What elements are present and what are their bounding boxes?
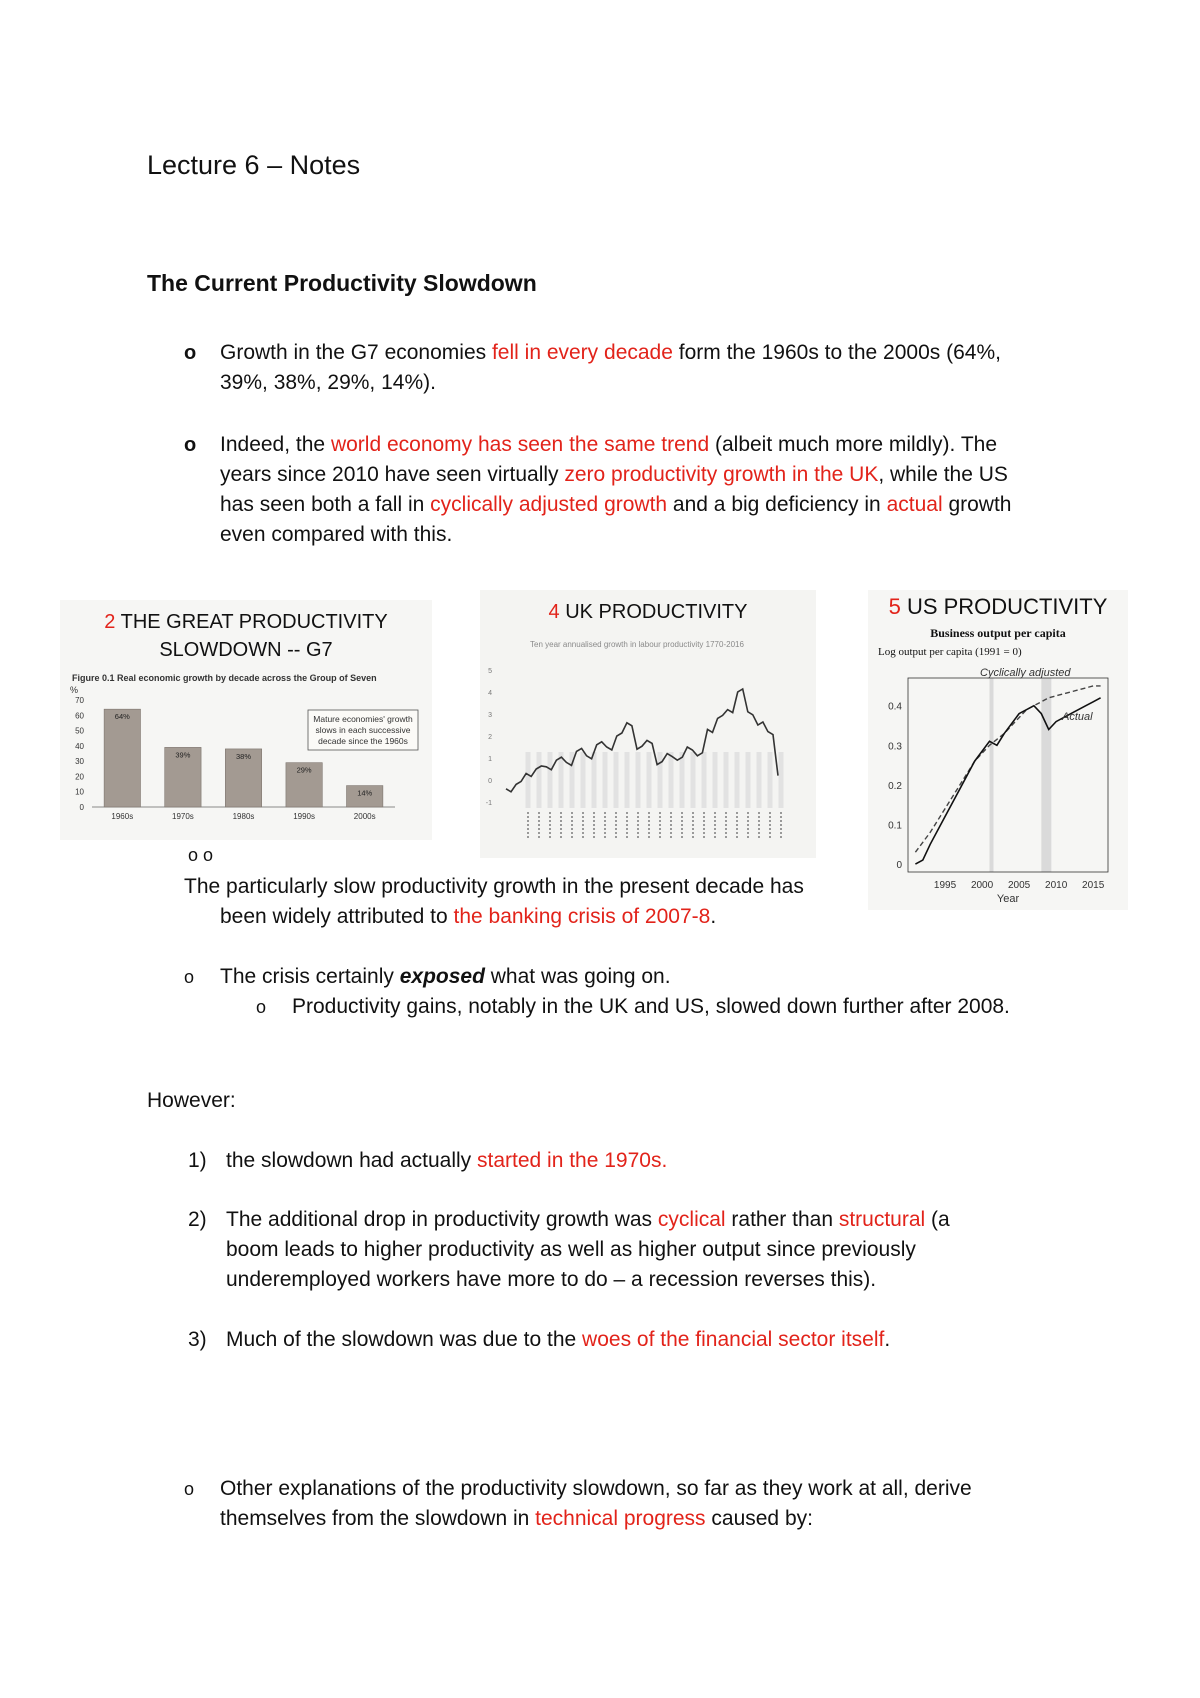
us-series-label-actual: Actual	[1062, 711, 1093, 723]
us-recession-band	[989, 678, 993, 872]
us-x-tick-label: 2010	[1045, 880, 1068, 891]
g7-unit-label: %	[70, 685, 79, 695]
list-item-1: the slowdown had actually started in the 1970s.	[226, 1149, 668, 1172]
us-y-tick-label: 0.4	[888, 701, 902, 713]
us-plot-frame	[908, 678, 1108, 872]
bullet-marker: o	[184, 342, 197, 364]
figure-g7-label: Figure 0.1 Real economic growth by decade across the Group of Seven	[72, 673, 377, 683]
figure-g7	[60, 600, 432, 840]
list-number: 2)	[188, 1208, 207, 1231]
g7-data-label: 39%	[175, 750, 191, 760]
g7-x-tick-label: 1960s	[111, 812, 134, 821]
figure-us-axis-label: Log output per capita (1991 = 0)	[878, 646, 1022, 658]
list-item-2-line-2: boom leads to higher productivity as well as higher output since previously	[226, 1238, 916, 1261]
g7-note-line-1: Mature economies' growth	[313, 714, 413, 724]
paragraph-line-2: been widely attributed to the banking crisis of 2007-8.	[220, 905, 717, 928]
uk-y-tick-label: 4	[488, 690, 492, 697]
g7-bar-chart	[60, 682, 432, 840]
bullet-3-sub-line: Productivity gains, notably in the UK and US, slowed down further after 2008.	[292, 995, 1010, 1018]
us-x-tick-label: 1995	[933, 880, 957, 891]
uk-y-tick-label: 3	[488, 712, 492, 719]
uk-y-tick-label: -1	[485, 800, 492, 807]
g7-y-tick-label: 70	[75, 696, 84, 705]
g7-x-tick-label: 2000s	[353, 812, 376, 821]
uk-y-tick-label: 0	[488, 778, 492, 785]
list-number: 1)	[188, 1149, 207, 1172]
bullet-1-line-2: 39%, 38%, 29%, 14%).	[220, 371, 436, 394]
bullet-4-line-2: themselves from the slowdown in technical progress caused by:	[220, 1507, 813, 1530]
us-x-tick-label: 2005	[1007, 880, 1031, 891]
figure-uk-subtitle: Ten year annualised growth in labour productivity 1770-2016	[530, 640, 744, 649]
bullet-marker: o	[184, 434, 197, 456]
bullet-1-line-1: Growth in the G7 economies fell in every decade form the 1960s to the 2000s (64%,	[220, 341, 1001, 364]
g7-x-tick-label: 1970s	[172, 812, 194, 821]
section-heading: The Current Productivity Slowdown	[147, 270, 537, 296]
g7-y-tick-label: 40	[75, 741, 84, 751]
figure-g7-caption-line-1: 2 THE GREAT PRODUCTIVITY	[104, 611, 388, 633]
uk-y-tick-label: 2	[488, 734, 492, 741]
us-series-label-adjusted: Cyclically adjusted	[980, 667, 1071, 679]
bullet-2-line-2: years since 2010 have seen virtually zero productivity growth in the UK, while the US	[220, 463, 1008, 486]
uk-line-chart	[480, 652, 816, 858]
bullet-3-line: The crisis certainly exposed what was going on.	[220, 965, 671, 988]
g7-y-tick-label: 60	[75, 711, 84, 721]
g7-y-tick-label: 50	[75, 726, 84, 736]
us-y-tick-label: 0.1	[888, 820, 902, 832]
bullet-4-line-1: Other explanations of the productivity slowdown, so far as they work at all, derive	[220, 1477, 972, 1500]
figure-uk-caption: 4 UK PRODUCTIVITY	[548, 601, 748, 623]
us-y-tick-label: 0.2	[888, 780, 902, 792]
figure-us-subtitle: Business output per capita	[930, 626, 1066, 640]
bullet-2-line-4: even compared with this.	[220, 523, 453, 546]
g7-data-label: 14%	[357, 788, 373, 798]
however-label: However:	[147, 1089, 236, 1112]
g7-data-label: 29%	[296, 765, 312, 775]
g7-data-label: 64%	[114, 712, 130, 722]
bullet-marker: o	[184, 967, 195, 987]
g7-x-tick-label: 1980s	[232, 812, 255, 821]
g7-x-tick-label: 1990s	[293, 812, 315, 821]
bullet-2-line-3: has seen both a fall in cyclically adjusted growth and a big deficiency in actual growth	[220, 493, 1012, 516]
figure-us-caption: 5 US PRODUCTIVITY	[888, 594, 1108, 619]
uk-y-tick-label: 1	[488, 756, 492, 763]
g7-y-tick-label: 20	[75, 772, 84, 782]
g7-y-tick-label: 30	[75, 757, 84, 767]
us-x-tick-label: 2000	[970, 880, 994, 891]
us-y-tick-label: 0.3	[888, 741, 902, 753]
list-item-2-line-3: underemployed workers have more to do – a recession reverses this).	[226, 1268, 877, 1291]
us-y-tick-label: 0	[896, 860, 902, 872]
stray-bullet-markers: o o	[188, 845, 214, 865]
uk-y-tick-label: 5	[488, 668, 492, 675]
bullet-marker: o	[184, 1479, 195, 1499]
sub-bullet-marker: o	[256, 997, 267, 1017]
list-item-3: Much of the slowdown was due to the woes of the financial sector itself.	[226, 1328, 891, 1351]
us-x-tick-label: 2015	[1082, 880, 1105, 891]
g7-note-line-2: slows in each successive	[315, 725, 411, 735]
g7-data-label: 38%	[235, 751, 252, 761]
figure-g7-caption-line-2: SLOWDOWN -- G7	[159, 639, 333, 661]
list-item-2-line-1: The additional drop in productivity growth was cyclical rather than structural (a	[226, 1208, 950, 1231]
paragraph-line-1: The particularly slow productivity growth in the present decade has	[184, 875, 804, 898]
figure-us	[868, 590, 1128, 910]
figure-uk	[480, 590, 816, 858]
us-line-chart	[868, 660, 1128, 910]
list-number: 3)	[188, 1328, 207, 1351]
bullet-2-line-1: Indeed, the world economy has seen the same trend (albeit much more mildly). The	[220, 433, 998, 456]
g7-note-line-3: decade since the 1960s	[318, 736, 408, 746]
g7-y-tick-label: 10	[75, 787, 84, 797]
g7-bar	[104, 709, 140, 807]
us-xlabel: Year	[996, 893, 1020, 905]
page-title: Lecture 6 – Notes	[147, 150, 361, 180]
us-recession-band	[1041, 678, 1051, 872]
g7-y-tick-label: 0	[79, 803, 84, 812]
